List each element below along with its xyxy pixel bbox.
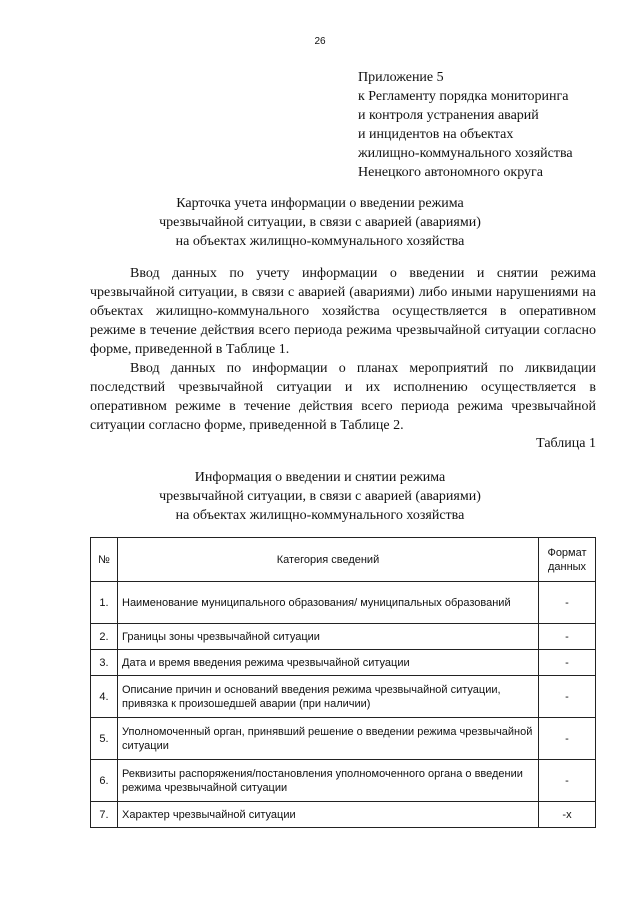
row-number: 2. bbox=[91, 624, 118, 650]
row-category: Уполномоченный орган, принявший решение о введении режима чрезвычайной ситуации bbox=[118, 718, 539, 760]
appendix-line: и инцидентов на объектах bbox=[358, 127, 514, 142]
row-category: Описание причин и оснований введения режима чрезвычайной ситуации, привязка к произошедшей аварии (при наличии) bbox=[118, 676, 539, 718]
row-number: 6. bbox=[91, 760, 118, 802]
appendix-line: и контроля устранения аварий bbox=[358, 108, 539, 123]
table-row bbox=[91, 676, 596, 718]
appendix-line: к Регламенту порядка мониторинга bbox=[358, 89, 569, 104]
table-row bbox=[91, 802, 596, 828]
table-row bbox=[91, 718, 596, 760]
table-title bbox=[60, 468, 580, 525]
row-number: 3. bbox=[91, 650, 118, 676]
table-row bbox=[91, 650, 596, 676]
body-text bbox=[90, 264, 596, 435]
row-category: Характер чрезвычайной ситуации bbox=[118, 802, 539, 828]
row-number: 5. bbox=[91, 718, 118, 760]
row-format: - bbox=[539, 676, 596, 718]
table-row bbox=[91, 624, 596, 650]
header-format: Формат данных bbox=[539, 538, 596, 582]
table-row bbox=[91, 760, 596, 802]
row-category: Наименование муниципального образования/ муниципальных образований bbox=[118, 582, 539, 624]
row-format: -х bbox=[539, 802, 596, 828]
appendix-line: Ненецкого автономного округа bbox=[358, 165, 543, 180]
row-format: - bbox=[539, 760, 596, 802]
row-number: 7. bbox=[91, 802, 118, 828]
paragraph: Ввод данных по учету информации о введении и снятии режима чрезвычайной ситуации, в связи с аварией (авариями) либо иными нарушениями на объектах жилищно-коммунального хозяйства осуществляется в оперативном режиме в течение действия всего периода режима чрезвычайной ситуации согласно форме, приведенной в Таблице 1. bbox=[90, 266, 596, 357]
row-format: - bbox=[539, 650, 596, 676]
row-format: - bbox=[539, 624, 596, 650]
table-title-line: Информация о введении и снятии режима bbox=[194, 470, 446, 485]
header-number: № bbox=[91, 538, 118, 582]
row-format: - bbox=[539, 718, 596, 760]
card-title-line: чрезвычайной ситуации, в связи с аварией (авариями) bbox=[159, 215, 481, 230]
card-title-line: Карточка учета информации о введении режима bbox=[176, 196, 464, 211]
row-category: Дата и время введения режима чрезвычайной ситуации bbox=[118, 650, 539, 676]
row-category: Границы зоны чрезвычайной ситуации bbox=[118, 624, 539, 650]
table-row bbox=[91, 582, 596, 624]
table-title-line: чрезвычайной ситуации, в связи с аварией (авариями) bbox=[159, 489, 481, 504]
appendix-reference bbox=[358, 68, 618, 182]
row-format: - bbox=[539, 582, 596, 624]
row-category: Реквизиты распоряжения/постановления уполномоченного органа о введении режима чрезвычайной ситуации bbox=[118, 760, 539, 802]
row-number: 4. bbox=[91, 676, 118, 718]
paragraph: Ввод данных по информации о планах мероприятий по ликвидации последствий чрезвычайной ситуации и их исполнению осуществляется в оперативном режиме в течение действия всего периода режима чрезвычайной ситуации согласно форме, приведенной в Таблице 2. bbox=[90, 361, 596, 433]
info-table bbox=[90, 537, 596, 828]
table-title-line: на объектах жилищно-коммунального хозяйства bbox=[175, 508, 465, 523]
appendix-line: Приложение 5 bbox=[358, 70, 444, 85]
page-number: 26 bbox=[314, 36, 326, 47]
table-label: Таблица 1 bbox=[536, 436, 596, 451]
card-title bbox=[60, 194, 580, 251]
table-header-row bbox=[91, 538, 596, 582]
header-category: Категория сведений bbox=[118, 538, 539, 582]
row-number: 1. bbox=[91, 582, 118, 624]
card-title-line: на объектах жилищно-коммунального хозяйства bbox=[175, 234, 465, 249]
appendix-line: жилищно-коммунального хозяйства bbox=[358, 146, 573, 161]
